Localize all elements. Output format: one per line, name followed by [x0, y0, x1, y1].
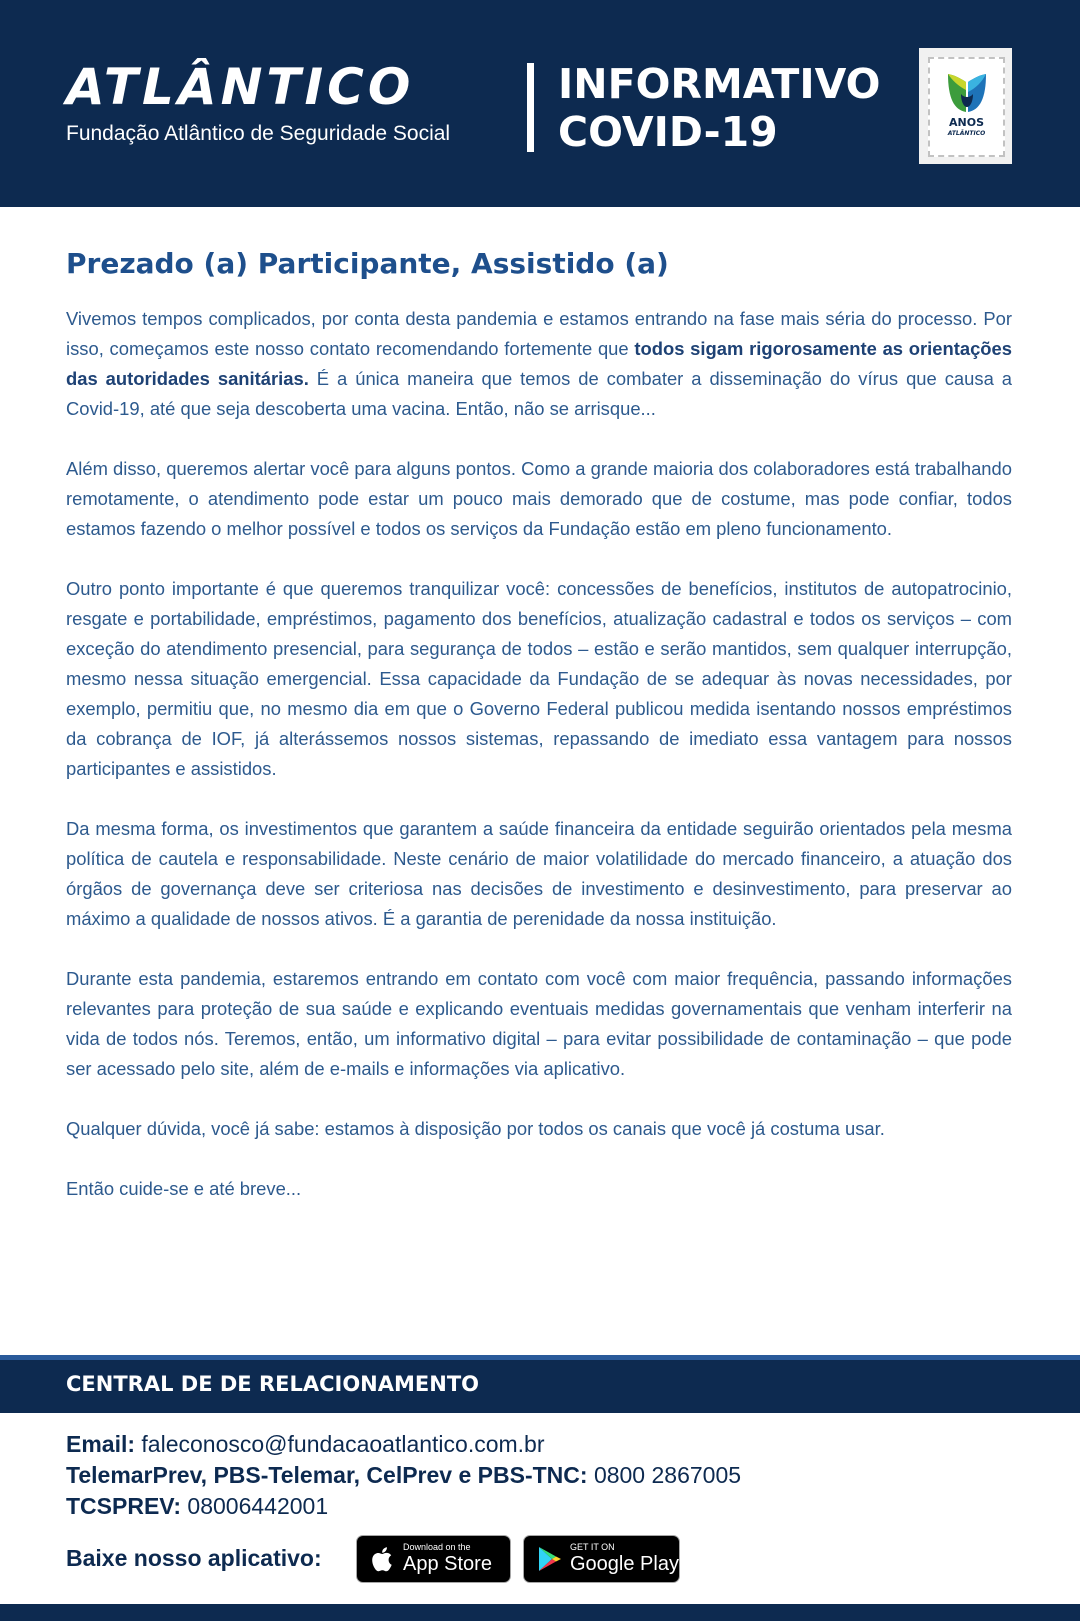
- newsletter-title-line1: INFORMATIVO: [558, 60, 881, 108]
- app-store-big-text: App Store: [403, 1553, 492, 1575]
- phone-tcsprev-label: TCSPREV:: [66, 1493, 182, 1519]
- anniversary-logo-icon: [944, 68, 990, 114]
- app-store-small-text: Download on the: [403, 1542, 471, 1552]
- newsletter-title: [558, 60, 880, 156]
- header-divider: [527, 63, 534, 152]
- google-play-big-text: Google Play: [570, 1553, 679, 1575]
- contact-center-title: CENTRAL DE DE RELACIONAMENTO: [66, 1372, 479, 1396]
- email-link[interactable]: faleconosco@fundacaoatlantico.com.br: [141, 1431, 545, 1457]
- newsletter-title-line2: COVID-19: [558, 108, 778, 156]
- phone-plans-label: TelemarPrev, PBS-Telemar, CelPrev e PBS-TNC:: [66, 1462, 588, 1488]
- google-play-icon: [538, 1546, 562, 1572]
- letter-paragraph-5: Durante esta pandemia, estaremos entrando em contato com você com maior frequência, passando informações relevantes para proteção de sua saúde e explicando eventuais medidas governamentais que venham interferir na vida de todos nós. Teremos, então, um informativo digital – para evitar possibilidade de contaminação – que pode ser acessado pelo site, além de e-mails e informações via aplicativo.: [66, 968, 1012, 1079]
- stamp-sublabel: ATLÂNTICO: [947, 130, 986, 137]
- letter-greeting: Prezado (a) Participante, Assistido (a): [66, 247, 669, 280]
- letter-paragraph-1: [66, 304, 1012, 424]
- letter-paragraph-2: Além disso, queremos alertar você para alguns pontos. Como a grande maioria dos colaboradores está trabalhando remotamente, o atendimento pode estar um pouco mais demorado que de costume, mas pode confiar, todos estamos fazendo o melhor possível e todos os serviços da Fundação estão em pleno funcionamento.: [66, 458, 1012, 539]
- stamp-label: ANOS: [949, 116, 984, 129]
- anniversary-stamp: [919, 48, 1012, 164]
- download-app-label: Baixe nosso aplicativo:: [66, 1545, 322, 1571]
- phone-plans-number[interactable]: 0800 2867005: [593, 1462, 742, 1488]
- letter-body: [66, 304, 1012, 1234]
- letter-paragraph-4: Da mesma forma, os investimentos que garantem a saúde financeira da entidade seguirão orientados pela mesma política de cautela e responsabilidade. Neste cenário de maior volatilidade do mercado financeiro, a atuação dos órgãos de governança deve ser criteriosa nas decisões de investimento e desinvestimento, para preservar ao máximo a qualidade de nossos ativos. É a garantia de perenidade da nossa instituição.: [66, 818, 1012, 929]
- apple-icon: [369, 1545, 393, 1573]
- letter-paragraph-6: Qualquer dúvida, você já sabe: estamos à disposição por todos os canais que você já costuma usar.: [66, 1118, 885, 1139]
- phone-tcsprev-number[interactable]: 08006442001: [187, 1493, 329, 1519]
- bottom-strip: [0, 1604, 1080, 1621]
- stamp-frame: [928, 57, 1005, 157]
- letter-paragraph-3: Outro ponto importante é que queremos tranquilizar você: concessões de benefícios, institutos de autopatrocinio, resgate e portabilidade, empréstimos, pagamento dos benefícios, atualização cadastral e todos os serviços – com exceção do atendimento presencial, para segurança de todos – estão e serão mantidos, sem qualquer interrupção, mesmo nessa situação emergencial. Essa capacidade da Fundação de se adequar às novas necessidades, por exemplo, permitiu que, no mesmo dia em que o Governo Federal publicou medida isentando nossos empréstimos da cobrança de IOF, já alterássemos nossos sistemas, repassando de imediato essa vantagem para nossos participantes e assistidos.: [66, 578, 1012, 779]
- app-store-button[interactable]: [356, 1535, 511, 1583]
- google-play-button[interactable]: [523, 1535, 680, 1583]
- letter-paragraph-7: Então cuide-se e até breve...: [66, 1178, 302, 1199]
- brand-subtitle: Fundação Atlântico de Seguridade Social: [66, 122, 451, 145]
- paragraph-1-text-end: É a única maneira que temos de combater a disseminação do vírus que causa a Covid-19, até que seja descoberta uma vacina. Então, não se arrisque...: [66, 368, 1012, 419]
- brand-logo-text: ATLÂNTICO: [66, 58, 415, 116]
- phone-contact-tcsprev: [66, 1495, 328, 1518]
- phone-contact-plans: [66, 1464, 741, 1487]
- google-play-small-text: GET IT ON: [570, 1542, 615, 1552]
- email-contact: [66, 1433, 545, 1456]
- header-banner: [0, 0, 1080, 207]
- paragraph-1-emphasis: todos sigam rigorosamente as orientações das autoridades sanitárias.: [66, 338, 1012, 389]
- paragraph-1-text-start: Vivemos tempos complicados, por conta desta pandemia e estamos entrando na fase mais séria do processo. Por isso, começamos este nosso contato recomendando fortemente que: [66, 308, 1012, 359]
- email-label: Email:: [66, 1431, 136, 1457]
